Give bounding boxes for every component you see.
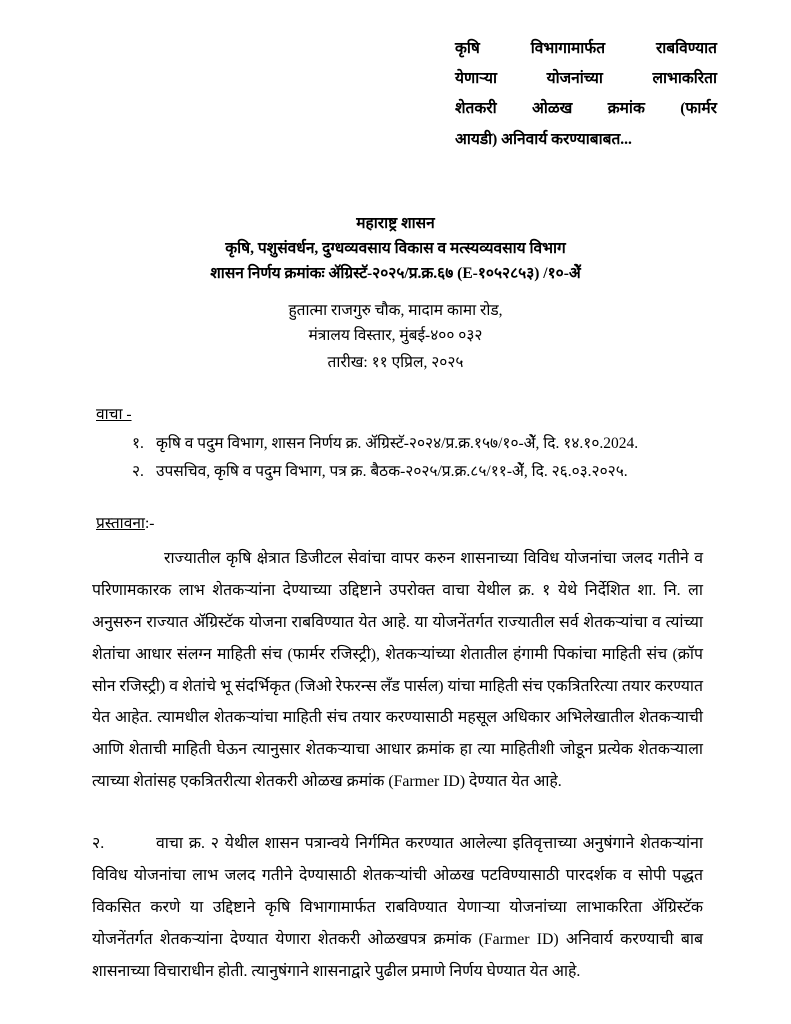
- references-list: [62, 430, 729, 487]
- references-title: वाचा -: [96, 405, 132, 423]
- preamble-title: प्रस्तावना: [96, 514, 145, 532]
- document-date: तारीख: ११ एप्रिल, २०२५: [327, 354, 464, 372]
- resolution-number: शासन निर्णय क्रमांकः ॲग्रिस्टॅ-२०२५/प्र.क्र.६७ (E-१०५२८५३) /१०-ॲे: [210, 265, 581, 283]
- reference-text: उपसचिव, कृषि व पदुम विभाग, पत्र क्र. बैठक-२०२५/प्र.क्र.८५/११-ॲे, दि. २६.०३.२०२५.: [156, 463, 628, 481]
- reference-number: २.: [132, 463, 144, 481]
- preamble-paragraph-2: [92, 828, 703, 988]
- preamble-title-suffix: :-: [144, 514, 155, 532]
- reference-number: १.: [132, 434, 144, 452]
- subject-line-1: कृषि विभागामार्फत राबविण्यात: [455, 40, 717, 57]
- subject-line-4: आयडी) अनिवार्य करण्याबाबत...: [455, 130, 632, 148]
- reference-text: कृषि व पदुम विभाग, शासन निर्णय क्र. ॲग्रिस्टॅ-२०२४/प्र.क्र.१५७/१०-ॲे, दि. १४.१०.2024.: [156, 434, 639, 452]
- address-block: [62, 298, 729, 375]
- list-item: [132, 430, 729, 459]
- paragraph-number: २.: [92, 835, 105, 853]
- subject-line-3: शेतकरी ओळख क्रमांक (फार्मर: [455, 100, 717, 118]
- paragraph-text: वाचा क्र. २ येथील शासन पत्रान्वये निर्गमित करण्यात आलेल्या इतिवृत्ताच्या अनुषंगाने शेतकऱ्यांना विविध योजनांचा लाभ जलद गतीने देण्यासाठी शेतकऱ्यांची ओळख पटविण्यासाठी पारदर्शक व सोपी पद्धत विकसित करणे या उद्दिष्टाने कृषि विभागामार्फत राबविण्यात येणाऱ्या योजनांच्या लाभाकरिता ॲग्रिस्टॅक योजनेंतर्गत शेतकऱ्यांना देण्यात येणारा शेतकरी ओळखपत्र क्रमांक (Farmer ID) अनिवार्य करण्याची बाब शासनाच्या विचाराधीन होती. त्यानुषंगाने शासनाद्वारे पुढील प्रमाणे निर्णय घेण्यात येत आहे.: [92, 835, 703, 980]
- government-name: महाराष्ट्र शासन: [356, 214, 435, 232]
- department-name: कृषि, पशुसंवर्धन, दुग्धव्यवसाय विकास व मत्स्यव्यवसाय विभाग: [225, 239, 566, 257]
- subject-block: [455, 34, 717, 155]
- list-item: [132, 458, 729, 487]
- government-heading: [62, 211, 729, 286]
- address-line-2: मंत्रालय विस्तार, मुंबई-४०० ०३२: [308, 327, 483, 345]
- subject-line-2: येणाऱ्या योजनांच्या लाभाकरिता: [455, 70, 717, 88]
- address-line-1: हुतात्मा राजगुरु चौक, मादाम कामा रोड,: [288, 302, 503, 320]
- preamble-heading: [96, 511, 154, 533]
- references-section: [62, 402, 729, 487]
- preamble-paragraph-1: राज्यातील कृषि क्षेत्रात डिजीटल सेवांचा वापर करुन शासनाच्या विविध योजनांचा जलद गतीने व परिणामकारक लाभ शेतकऱ्यांना देण्याच्या उद्दिष्टाने उपरोक्त वाचा येथील क्र. १ येथे निर्देशित शा. नि. ला अनुसरुन राज्यात ॲग्रिस्टॅक योजना राबविण्यात येत आहे. या योजनेंतर्गत राज्यातील सर्व शेतकऱ्यांचा व त्यांच्या शेतांचा आधार संलग्न माहिती संच (फार्मर रजिस्ट्री), शेतकऱ्यांच्या शेतातील हंगामी पिकांचा माहिती संच (क्रॉप सोन रजिस्ट्री) व शेतांचे भू संदर्भिकृत (जिओ रेफरन्स लँड पार्सल) यांचा माहिती संच एकत्रितरित्या तयार करण्यात येत आहेत. त्यामधील शेतकऱ्यांचा माहिती संच तयार करण्यासाठी महसूल अधिकार अभिलेखातील शेतकऱ्याची आणि शेताची माहिती घेऊन त्यानुसार शेतकऱ्याचा आधार क्रमांक हा त्या माहितीशी जोडून प्रत्येक शेतकऱ्याला त्याच्या शेतांसह एकत्रितरीत्या शेतकरी ओळख क्रमांक (Farmer ID) देण्यात येत आहे.: [92, 549, 703, 791]
